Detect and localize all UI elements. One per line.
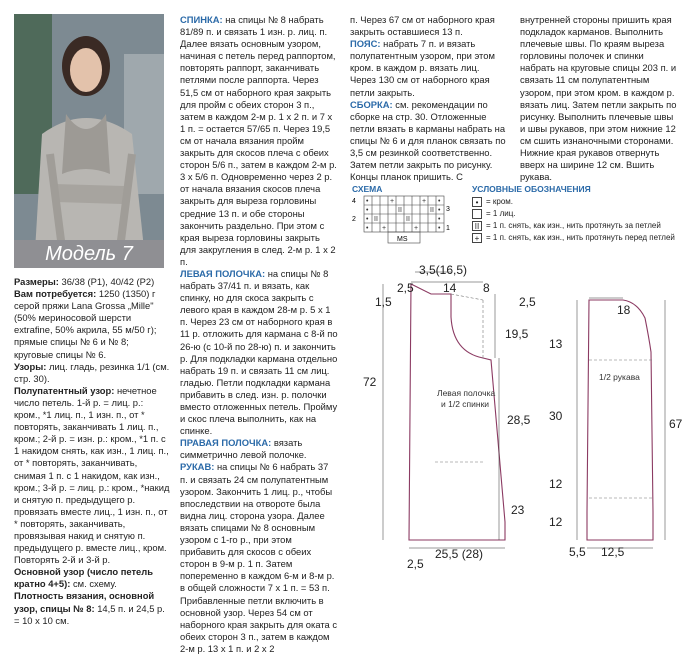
far-right-text-column bbox=[520, 14, 680, 183]
sleeve-dim-top: 18 bbox=[617, 303, 631, 317]
legend-item: + = 1 п. снять, как изн., нить протянуть перед петлей bbox=[472, 232, 687, 244]
gauge-paragraph: Плотность вязания, основной узор, спицы № 8: 14,5 п. и 24,5 р. = 10 х 10 см. bbox=[14, 590, 165, 626]
sleeve-dim-total: 67 bbox=[669, 417, 683, 431]
left-front-paragraph: ЛЕВАЯ ПОЛОЧКА: на спицы № 8 набрать 37/41 п. и вязать, как спинку, но для скоса закрыть с левого края в каждом 28-м р. 5 х 1 п. Через 23 см от наборного края в 11 р. отложить для кармана с 8-й по 26-ю (с 10-й по 28-ю) п. и закончить р. Для подкладки кармана отдельно набрать 19 п. и связать 11 см лиц. гладью. Петли подкладки кармана прибавить в след. изн. р. полочки вместо отложенных петель. Пройму и скос плеча выполнить, как на спинке. bbox=[180, 267, 338, 437]
svg-text:+: + bbox=[414, 225, 419, 232]
chart-ms-label: MS bbox=[397, 236, 408, 243]
dim-mid-right: 28,5 bbox=[507, 413, 531, 427]
scheme-title: СХЕМА bbox=[352, 184, 383, 194]
dim-height: 72 bbox=[363, 375, 377, 389]
svg-text:+: + bbox=[390, 198, 395, 205]
sleeve-dim-bottom-right: 12,5 bbox=[601, 545, 625, 559]
svg-text:•: • bbox=[438, 207, 441, 214]
main-pattern-paragraph: Основной узор (число петель кратно 4+5): см. схему. bbox=[14, 566, 153, 590]
middle-text-column bbox=[180, 14, 338, 655]
sleeve-outline bbox=[587, 300, 653, 540]
dim-lower-right: 23 bbox=[511, 503, 525, 517]
sleeve-dim-middle: 30 bbox=[549, 409, 563, 423]
slip-behind-symbol: II bbox=[472, 221, 482, 231]
front-back-outline bbox=[409, 284, 505, 540]
sleeve-end-paragraph: п. Через 67 см от наборного края закрыть оставшиеся 13 п. bbox=[350, 14, 495, 38]
dim-top-left: 2,5 bbox=[397, 281, 414, 295]
sleeve-dim-cap: 13 bbox=[549, 337, 563, 351]
dim-bottom-left: 2,5 bbox=[407, 557, 424, 571]
front-caption: Левая полочка bbox=[437, 388, 496, 398]
dim-bottom-width: 25,5 (28) bbox=[435, 547, 484, 561]
chart-row-1: 1 bbox=[446, 225, 450, 232]
chart-row-4: 4 bbox=[352, 198, 356, 205]
knitting-chart bbox=[350, 194, 465, 246]
chart-row-2: 2 bbox=[352, 216, 356, 223]
svg-text:•: • bbox=[366, 216, 369, 223]
back-paragraph: СПИНКА: на спицы № 8 набрать 81/89 п. и связать 1 изн. р. лиц. п. Далее вязать основным узором, начиная с петель перед раппортом, повторять раппорт, заканчивать петлями после раппорта. Через 51,5 см от наборного края закрыть для пройм с обеих сторон 3 п., затем в каждом 2-м р. 1 х 2 п. и 7 х 1 п. = остается 57/65 п. Через 19,5 см от начала вязания пройм закрыть для скосов плеча с обеих сторон 5/6 п., затем в каждом 2-м р. 3 х 5/6 п. Одновременно через 2 р. от начала вязания скосов плеча закрыть для выреза горловины средние 13 п. и обе стороны закончить раздельно. При этом с края выреза горловины закрыть для закругления в след. 2-м р. 1 х 2 п. bbox=[180, 14, 337, 267]
legend-item: II = 1 п. снять, как изн., нить протянуть за петлей bbox=[472, 220, 687, 232]
sleeve-dim-lower: 12 bbox=[549, 477, 563, 491]
dim-top-mid: 14 bbox=[443, 281, 457, 295]
dim-left-top: 1,5 bbox=[375, 295, 392, 309]
edge-stitch-symbol: • bbox=[472, 197, 482, 207]
model-photo bbox=[14, 14, 164, 268]
model-photo-illustration bbox=[14, 14, 164, 268]
svg-text:•: • bbox=[438, 225, 441, 232]
svg-text:II: II bbox=[374, 216, 378, 223]
legend-item: = 1 лиц. bbox=[472, 208, 687, 220]
svg-text:II: II bbox=[398, 207, 402, 214]
assembly-continued-paragraph: внутренней стороны пришить края подкладок карманов. Выполнить плечевые швы. По краям выреза горловины полочек и спинки набрать на круговые спицы 203 п. и связать 11 см полупатентным узором, при этом кром. в каждом р. вязать лиц. Затем петли закрыть по рисунку. Выполнить плечевые швы и швы рукавов, при этом нижние 12 см сшить изнаночными сторонами. Нижние края рукавов отвернуть вверх на ширине 12 см. Вшить рукава. bbox=[520, 14, 677, 183]
svg-text:+: + bbox=[422, 198, 427, 205]
svg-text:•: • bbox=[438, 216, 441, 223]
knit-stitch-symbol bbox=[472, 209, 482, 219]
assembly-paragraph: СБОРКА: см. рекомендации по сборке на стр. 30. Отложенные петли вязать в карманы набрать на спицы № 6 и для планок связать по 3,5 см резинкой соответственно. Затем петли закрыть по рисунку. Концы планок пришить. С bbox=[350, 98, 506, 183]
dim-top-center: 3,5(16,5) bbox=[419, 263, 468, 277]
chart-row-3: 3 bbox=[446, 206, 450, 213]
half-patent-paragraph: Полупатентный узор: нечетное число петель. 1-й р. = лиц. р.: кром., *1 лиц. п., 1 изн. п., от * повторять, заканчивать 1 лиц. п., кром.; 2-й р. = изн. р.: кром., *1 п. с 1 накидом снять, как изн., 1 лиц. п., от * повторять, заканчивать, снимая 1 п. с 1 накидом, как изн., кром.; 3-й р. = лиц. р.: кром., *накид и снятую п. предыдущего р. провязать вместе лиц., 1 изн. п., от * повторять, заканчивать, провязывая накид и снятую п. предыдущего р. вместе лиц., кром. Повторять 2-й и 3-й р. bbox=[14, 384, 170, 566]
back-caption: и 1/2 спинки bbox=[441, 399, 490, 409]
svg-text:•: • bbox=[366, 225, 369, 232]
right-text-column bbox=[350, 14, 508, 183]
model-label: Модель 7 bbox=[14, 240, 164, 268]
legend bbox=[472, 196, 687, 244]
materials-paragraph: Вам потребуется: 1250 (1350) г серой пряжи Lana Grossa „Mille" (50% мериносовой шерсти extrafine, 50% акрила, 55 м/50 г); прямые спицы № 6 и № 8; круговые спицы № 6. bbox=[14, 288, 157, 360]
sleeve-caption: 1/2 рукава bbox=[599, 372, 640, 382]
svg-text:•: • bbox=[366, 198, 369, 205]
slip-front-symbol: + bbox=[472, 233, 482, 243]
belt-paragraph: ПОЯС: набрать 7 п. и вязать полупатентным узором, при этом кром. в каждом р. вязать лиц. Через 130 см от наборного края петли закрыть. bbox=[350, 38, 495, 98]
svg-text:•: • bbox=[438, 198, 441, 205]
pattern-diagrams bbox=[355, 262, 690, 645]
right-front-paragraph: ПРАВАЯ ПОЛОЧКА: вязать симметрично левой полочке. bbox=[180, 437, 307, 461]
patterns-paragraph: Узоры: лиц. гладь, резинка 1/1 (см. стр. 30). bbox=[14, 360, 170, 384]
legend-item: • = кром. bbox=[472, 196, 687, 208]
svg-text:•: • bbox=[366, 207, 369, 214]
legend-title: УСЛОВНЫЕ ОБОЗНАЧЕНИЯ bbox=[472, 184, 591, 194]
sizes-paragraph: Размеры: 36/38 (Р1), 40/42 (Р2) bbox=[14, 276, 155, 287]
sleeve-dim-cuff: 12 bbox=[549, 515, 563, 529]
sleeve-paragraph: РУКАВ: на спицы № 6 набрать 37 п. и связать 24 см полупатентным узором. Закончить 1 лиц. р., чтобы впоследствии на отвороте была видна лиц. сторона узора. Далее вязать спицами № 8 основным узором с 1-го р., при этом прибавить для скосов с обеих сторон в 9-м р. 1 п. Затем попеременно в каждом 6-м и 8-м р. в общей сложности 7 х 1 п. = 53 п. Прибавленные петли включить в основной узор. Через 54 см от наборного края закрыть для оката с обеих сторон 3 п., затем в каждом 2-м р. 13 х 1 п. и 2 х 2 bbox=[180, 461, 338, 654]
svg-text:+: + bbox=[382, 225, 387, 232]
dim-armhole: 19,5 bbox=[505, 327, 529, 341]
svg-text:II: II bbox=[430, 207, 434, 214]
dim-top-right: 8 bbox=[483, 281, 490, 295]
left-text-column bbox=[14, 276, 170, 627]
sleeve-dim-bottom-left: 5,5 bbox=[569, 545, 586, 559]
svg-text:II: II bbox=[406, 216, 410, 223]
dim-right-top: 2,5 bbox=[519, 295, 536, 309]
